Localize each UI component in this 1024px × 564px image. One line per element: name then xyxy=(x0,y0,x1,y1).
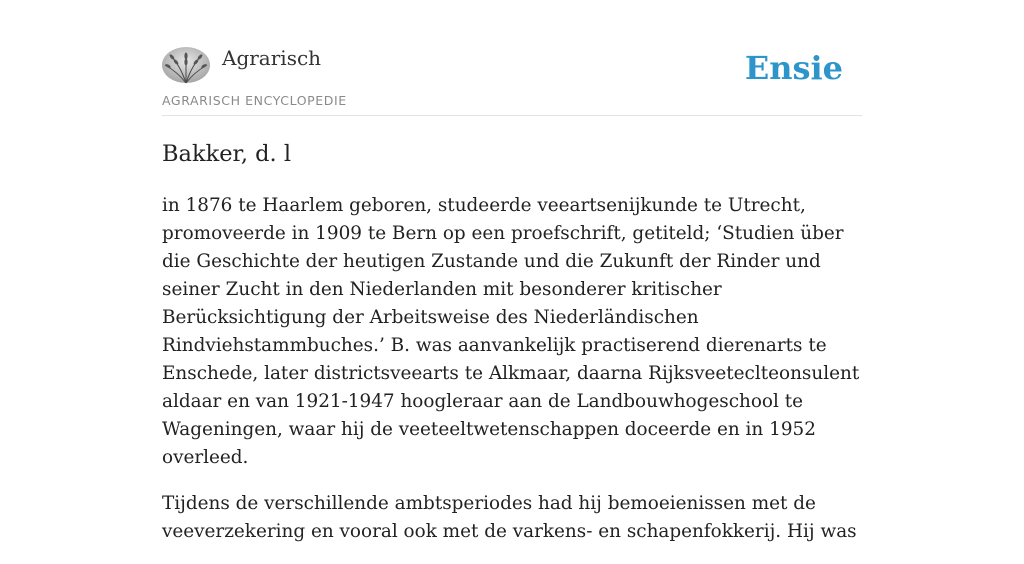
article-paragraph: in 1876 te Haarlem geboren, studeerde veeartsenijkunde te Utrecht, promoveerde in 1909 te Bern op een proefschrift, getiteld; ‘Studien über die Geschichte der heutigen Zustande und die Zukunft der Rinder und seiner Zucht in den Niederlanden mit besonderer kritischer Berücksichtigung der Arbeitsweise des Niederländischen Rindviehstammbuches.’ B. was aanvankelijk practiserend dierenarts te Enschede, later districtsveearts te Alkmaar, daarna Rijksveeteclteonsulent aldaar en van 1921-1947 hoogleraar aan de Landbouwhogeschool te Wageningen, waar hij de veeteeltwetenschappen doceerde en in 1952 overleed. xyxy=(162,195,860,468)
ensie-logo-link[interactable]: Ensie xyxy=(744,49,843,87)
article-body xyxy=(162,192,862,564)
page xyxy=(162,0,862,542)
brand-subtitle: AGRARISCH ENCYCLOPEDIE xyxy=(162,93,347,108)
brand-name-link[interactable]: Agrarisch xyxy=(222,46,322,70)
header xyxy=(162,0,862,116)
page-title: Bakker, d. l xyxy=(162,141,292,167)
article-paragraph: Tijdens de verschillende ambtsperiodes had hij bemoeienissen met de veeverzekering en vooral ook met de varkens- en schapenfokkerij. Hij was xyxy=(162,493,857,542)
wheat-icon[interactable] xyxy=(162,47,210,83)
